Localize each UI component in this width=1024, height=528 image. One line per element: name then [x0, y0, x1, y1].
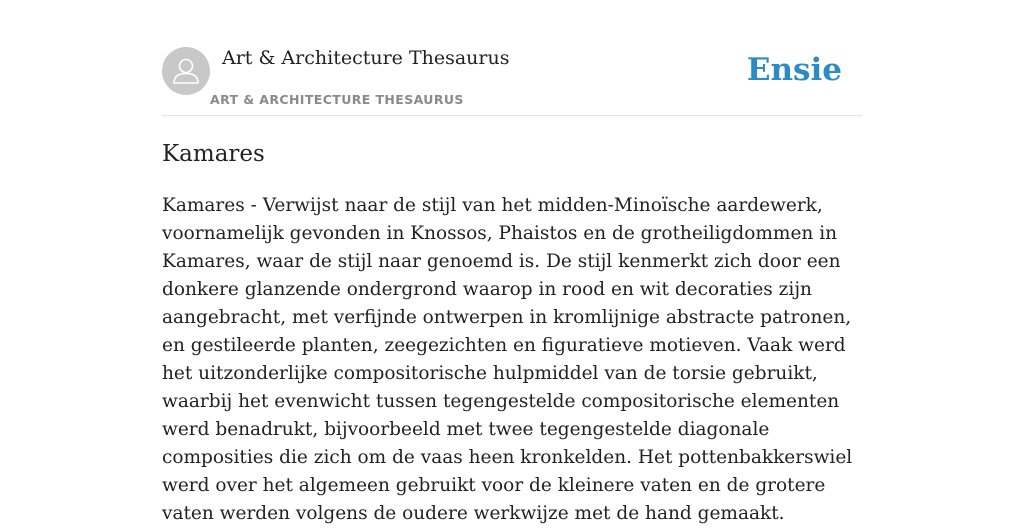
author-subtitle: ART & ARCHITECTURE THESAURUS [210, 92, 464, 107]
brand-logo[interactable]: Ensie [746, 52, 842, 88]
author-name-link[interactable]: Art & Architecture Thesaurus [222, 47, 510, 69]
article-title: Kamares [162, 141, 265, 167]
user-icon [162, 47, 210, 95]
avatar[interactable] [162, 47, 210, 95]
page [162, 0, 862, 524]
header-divider [162, 115, 862, 116]
article-body: Kamares - Verwijst naar de stijl van het midden-Minoïsche aardewerk, voornamelijk gevonden in Knossos, Phaistos en de grotheiligdommen in Kamares, waar de stijl naar genoemd is. De stijl kenmerkt zich door een donkere glanzende ondergrond waarop in rood en wit decoraties zijn aangebracht, met verfijnde ontwerpen in kromlijnige abstracte patronen, en gestileerde planten, zeegezichten en figuratieve motieven. Vaak werd het uitzonderlijke compositorische hulpmiddel van de torsie gebruikt, waarbij het evenwicht tussen tegengestelde compositorische elementen werd benadrukt, bijvoorbeeld met twee tegengestelde diagonale composities die zich om de vaas heen kronkelden. Het pottenbakkerswiel werd over het algemeen gebruikt voor de kleinere vaten en de grotere vaten werden volgens de oudere werkwijze met de hand gemaakt. [162, 195, 853, 524]
